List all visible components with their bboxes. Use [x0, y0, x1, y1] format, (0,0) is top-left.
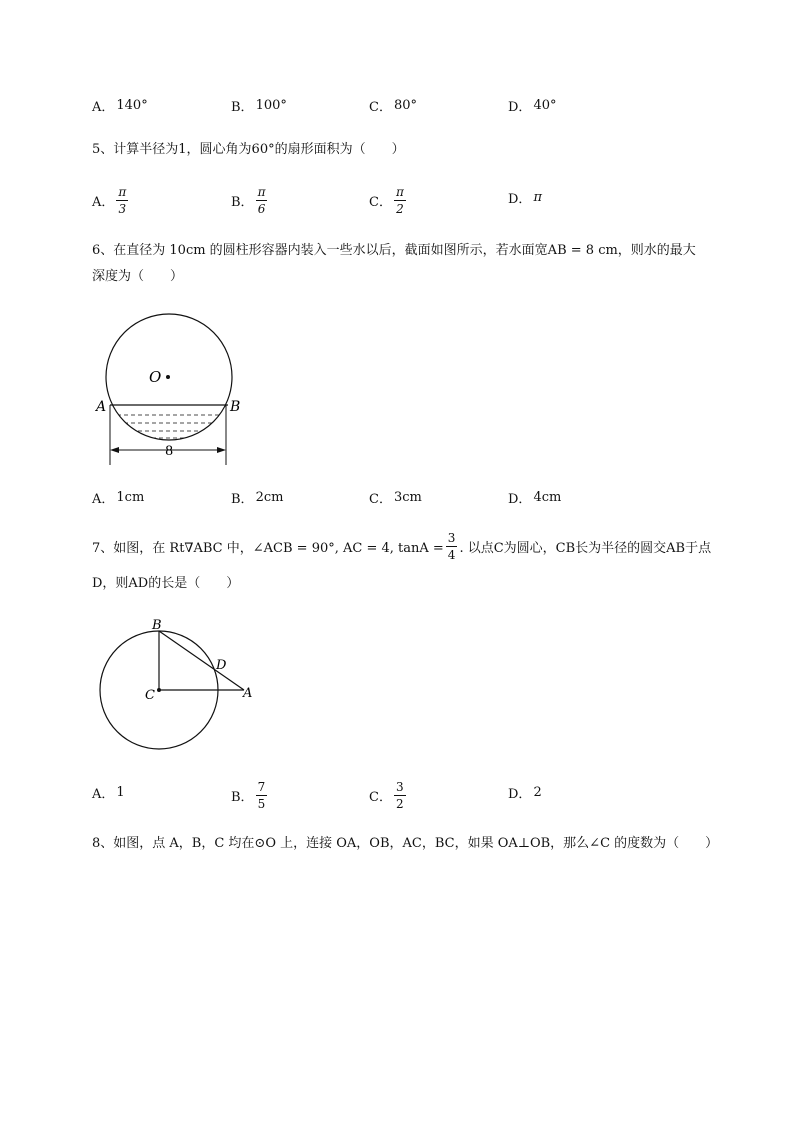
q6-label-width: 8	[165, 444, 174, 459]
q6-option-a: A． 1cm	[92, 490, 145, 507]
q8-stem: 8、如图，点 A，B，C 均在⊙O 上，连接 OA，OB，AC，BC，如果 OA⊥OB，那么∠C 的度数为（ ）	[92, 836, 719, 851]
q7-option-c: C． $\frac{3}{2}$	[369, 780, 404, 811]
q5-b-fraction: $\frac{\pi}{6}$	[257, 185, 266, 216]
q5-options	[92, 186, 742, 214]
q7-option-d: D． 2	[508, 785, 542, 802]
q7-option-a: A． 1	[92, 785, 125, 802]
q6-label-a: A	[96, 399, 107, 415]
q6-stem-line1: 6、在直径为 10cm 的圆柱形容器内装入一些水以后，截面如图所示，若水面宽AB = 8 cm，则水的最大	[92, 243, 696, 258]
q7-stem-line2: D，则AD的长是（ ）	[92, 576, 240, 591]
q5-stem: 5、计算半径为1，圆心角为60°的扇形面积为（ ）	[92, 142, 405, 157]
q6-water-dashes	[110, 415, 230, 438]
q5-c-fraction: $\frac{\pi}{2}$	[395, 185, 404, 216]
q7-label-c: C	[145, 688, 155, 703]
q6-option-c: C． 3cm	[369, 490, 422, 507]
q7-label-a: A	[243, 686, 253, 701]
q6-dim-arrow-left	[110, 447, 119, 453]
q7-figure	[92, 615, 267, 760]
q6-option-d: D． 4cm	[508, 490, 562, 507]
q6-dim-arrow-right	[217, 447, 226, 453]
q4-option-d: D． 40°	[508, 98, 557, 115]
q6-stem-line2: 深度为（ ）	[92, 269, 184, 284]
q7-center-dot	[157, 688, 161, 692]
q7-option-b: B． $\frac{7}{5}$	[231, 780, 266, 811]
q4-option-a: A． 140°	[92, 98, 148, 115]
q5-option-a: A． $\frac{\pi}{3}$	[92, 185, 127, 216]
q4-option-b: B． 100°	[231, 98, 287, 115]
q6-option-b: B． 2cm	[231, 490, 284, 507]
q7-segment-ba	[159, 631, 244, 690]
q7-label-b: B	[152, 618, 162, 633]
q7-label-d: D	[216, 658, 227, 673]
q6-label-o: O	[149, 368, 162, 386]
q6-options	[92, 488, 742, 516]
q5-option-b: B． $\frac{\pi}{6}$	[231, 185, 266, 216]
q7-options	[92, 781, 742, 809]
q6-center-dot	[166, 375, 170, 379]
q5-option-d: D． π	[508, 190, 542, 207]
q4-options	[92, 96, 742, 124]
q6-figure	[90, 305, 260, 470]
q5-a-fraction: $\frac{\pi}{3}$	[118, 185, 127, 216]
q7-tan-fraction: $\frac{3}{4}$	[447, 531, 456, 562]
q6-label-b: B	[230, 399, 241, 415]
q5-option-c: C． $\frac{\pi}{2}$	[369, 185, 404, 216]
q7-c-fraction: $\frac{3}{2}$	[395, 780, 404, 811]
q7-stem-line1: 7、如图，在 Rt∇ABC 中，∠ACB = 90°, AC = 4, tanA = $\frac{3}{4}$ . 以点C为圆心，CB长为半径的圆交AB于点	[92, 531, 712, 562]
q4-option-c: C． 80°	[369, 98, 417, 115]
q7-b-fraction: $\frac{7}{5}$	[257, 780, 266, 811]
